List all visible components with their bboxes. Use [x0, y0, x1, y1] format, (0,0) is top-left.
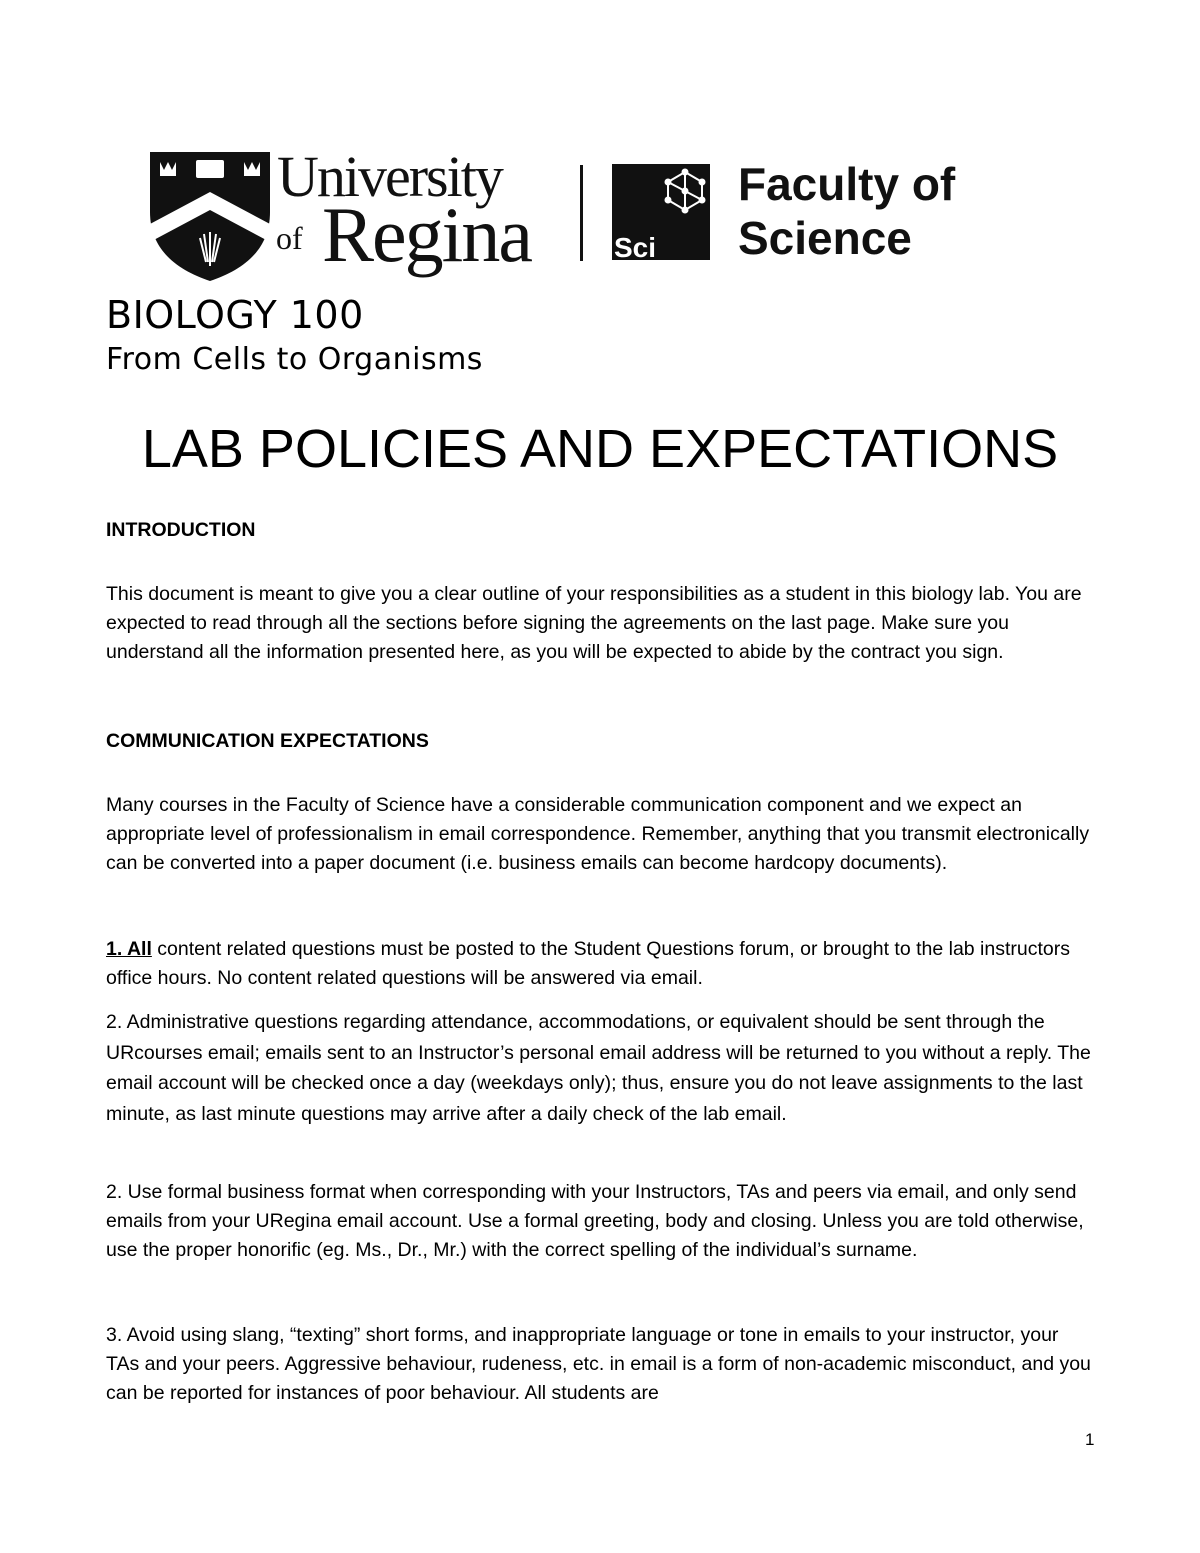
university-wordmark-line1: University [277, 144, 502, 209]
course-name: From Cells to Organisms [106, 342, 483, 377]
communication-paragraph: Many courses in the Faculty of Science have a considerable communication component and we expect an appropriate level of professionalism in email correspondence. Remember, anything that you transmit electronically can be converted into a paper document (i.e. business emails can become hardcopy documents). [106, 794, 1090, 874]
university-wordmark-of: of [276, 220, 303, 256]
university-crest-icon [148, 150, 272, 282]
science-logo-label: Sci [614, 232, 657, 263]
document-title: LAB POLICIES AND EXPECTATIONS [141, 419, 1059, 479]
communication-item-4: 3. Avoid using slang, “texting” short forms, and inappropriate language or tone in emails to your instructor, your TAs and your peers. Aggressive behaviour, rudeness, etc. in email is a form of non-academic misconduct, and you can be reported for instances of poor behaviour. All students are [106, 1324, 1091, 1404]
communication-item-2: 2. Administrative questions regarding attendance, accommodations, or equivalent should be sent through the URcourses email; emails sent to an Instructor’s personal email address will be returned to you without a reply. The email account will be checked once a day (weekdays only); thus, ensure you do not leave assignments to the last minute, as last minute questions may arrive after a daily check of the lab email. [106, 1011, 1091, 1125]
page-number: 1 [1085, 1430, 1095, 1449]
university-wordmark-line2: Regina [322, 191, 531, 278]
logo-divider [580, 165, 583, 261]
intro-heading: INTRODUCTION [106, 519, 256, 541]
intro-paragraph: This document is meant to give you a clear outline of your responsibilities as a student in this biology lab. You are expected to read through all the sections before signing the agreements on the last page. Make sure you understand all the information presented here, as you will be expected to abide by the contract you sign. [106, 583, 1082, 663]
item-1-text: content related questions must be posted to the Student Questions forum, or brought to the lab instructors office hours. No content related questions will be answered via email. [106, 938, 1070, 989]
communication-heading: COMMUNICATION EXPECTATIONS [106, 730, 429, 752]
item-1-emphasis: 1. All [106, 938, 152, 960]
communication-item-3: 2. Use formal business format when corresponding with your Instructors, TAs and peers via email, and only send emails from your URegina email account. Use a formal greeting, body and closing. Unless you are told otherwise, use the proper honorific (eg. Ms., Dr., Mr.) with the correct spelling of the individual’s surname. [106, 1181, 1084, 1261]
communication-item-1 [106, 935, 1096, 993]
faculty-name-line1: Faculty of [738, 158, 956, 210]
molecule-icon [662, 168, 708, 214]
faculty-name-line2: Science [738, 212, 912, 264]
course-code: BIOLOGY 100 [106, 293, 364, 337]
